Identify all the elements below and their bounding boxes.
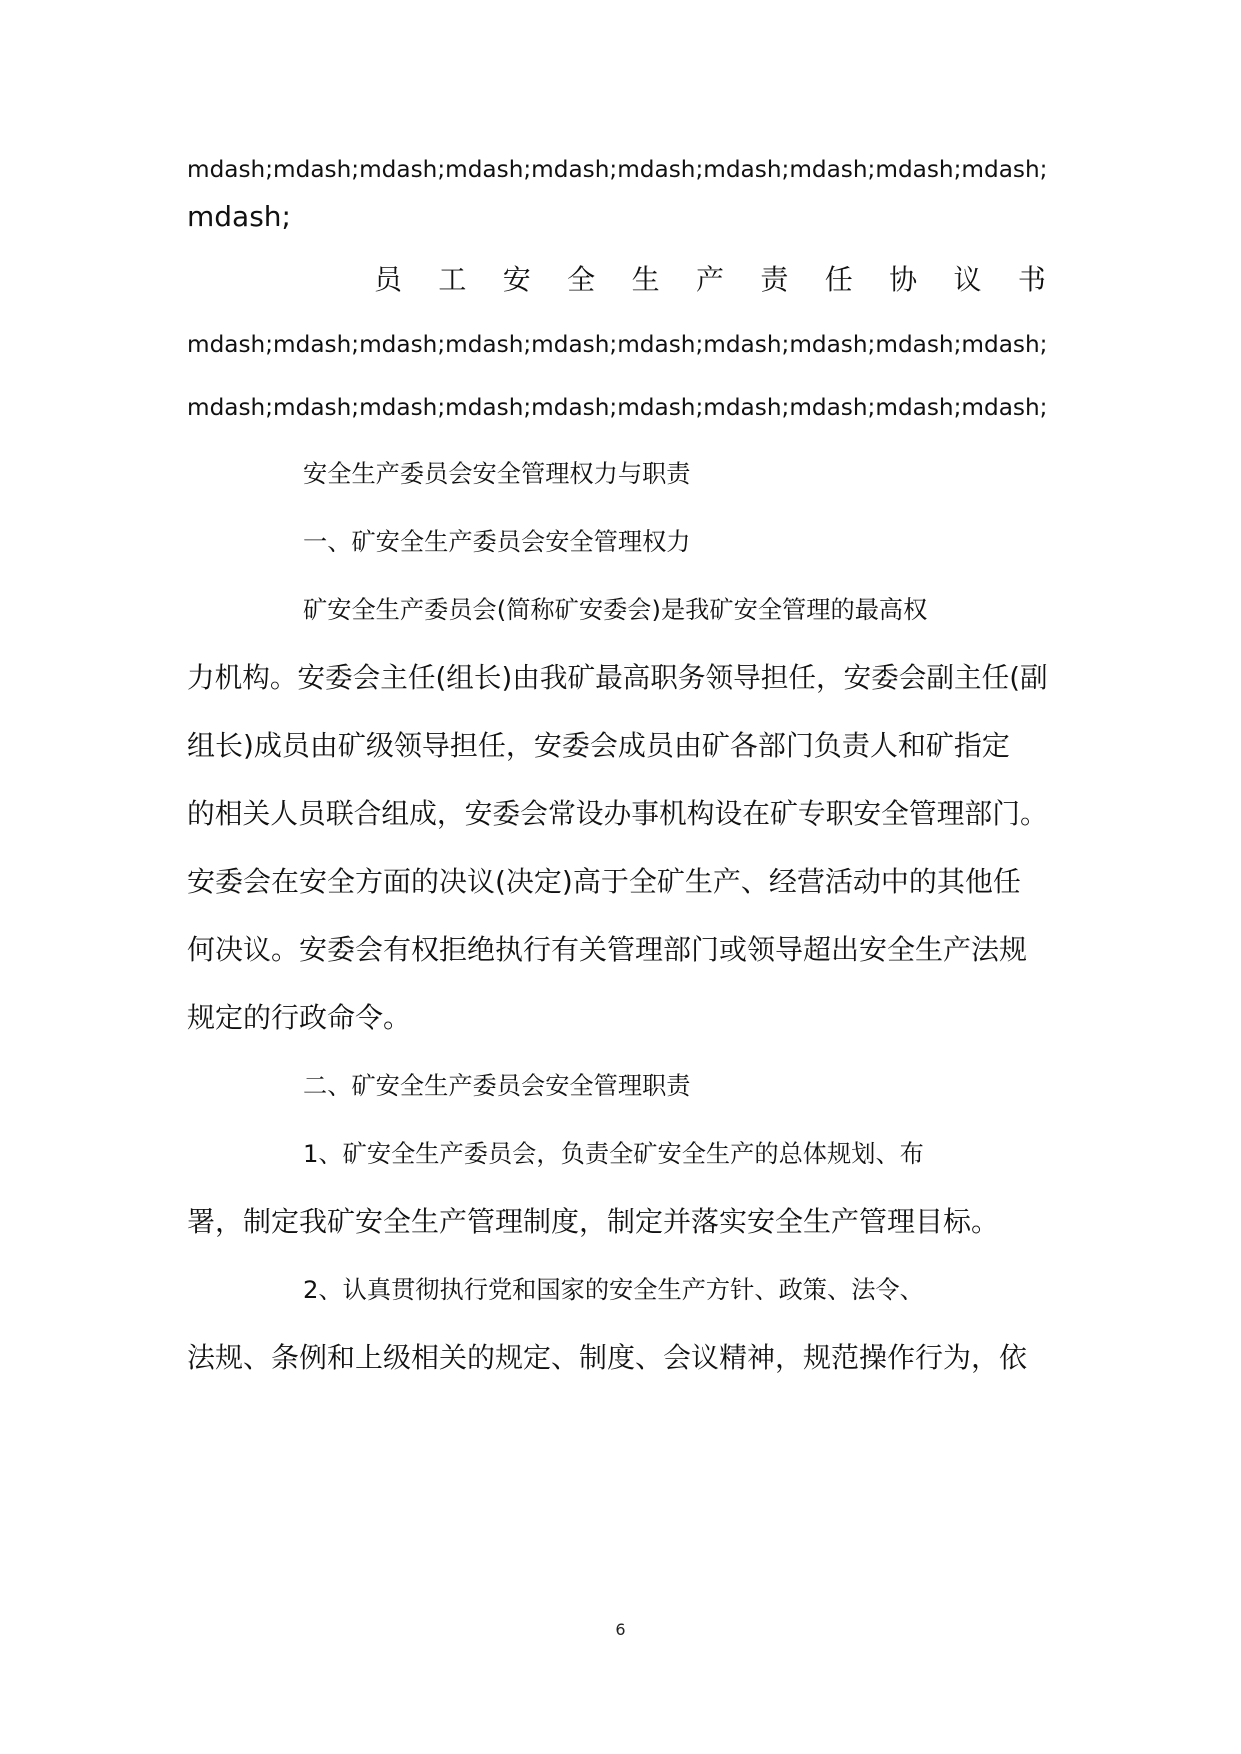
title-char: 任 [824,263,853,296]
title-char: 书 [1017,263,1046,296]
paragraph-line: 1、矿安全生产委员会，负责全矿安全生产的总体规划、布 [303,1140,924,1168]
paragraph-line: 的相关人员联合组成，安委会常设办事机构设在矿专职安全管理部门。 [187,797,1048,830]
paragraph-line: 署，制定我矿安全生产管理制度，制定并落实安全生产管理目标。 [187,1205,1000,1238]
paragraph-line: 法规、条例和上级相关的规定、制度、会议精神，规范操作行为，依 [187,1341,1028,1374]
title-char: 员 [374,263,403,296]
section-heading: 安全生产委员会安全管理权力与职责 [303,460,691,488]
paragraph-line: 何决议。安委会有权拒绝执行有关管理部门或领导超出安全生产法规 [187,933,1028,966]
paragraph-line: 规定的行政命令。 [187,1001,412,1034]
separator-line: mdash;mdash;mdash;mdash;mdash;mdash;mdash;mdash;mdash;mdash; [187,156,1048,183]
title-char: 产 [695,263,724,296]
page-number: 6 [615,1620,626,1639]
paragraph-line: 2、认真贯彻执行党和国家的安全生产方针、政策、法令、 [303,1276,924,1304]
title-char: 全 [567,263,596,296]
subsection-heading: 二、矿安全生产委员会安全管理职责 [303,1072,691,1100]
paragraph-line: 力机构。安委会主任(组长)由我矿最高职务领导担任，安委会副主任(副 [187,661,1048,694]
subsection-heading: 一、矿安全生产委员会安全管理权力 [303,528,691,556]
title-char: 责 [760,263,789,296]
title-char: 安 [502,263,531,296]
title-char: 协 [889,263,918,296]
title-char: 议 [953,263,982,296]
separator-line: mdash; [187,200,291,233]
separator-line: mdash;mdash;mdash;mdash;mdash;mdash;mdash;mdash;mdash;mdash; [187,331,1048,358]
title-char: 工 [438,263,467,296]
paragraph-line: 安委会在安全方面的决议(决定)高于全矿生产、经营活动中的其他任 [187,865,1021,898]
paragraph-line: 矿安全生产委员会(简称矿安委会)是我矿安全管理的最高权 [303,596,928,624]
document-title [374,260,1046,300]
paragraph-line: 组长)成员由矿级领导担任，安委会成员由矿各部门负责人和矿指定 [187,729,1010,762]
title-char: 生 [631,263,660,296]
separator-line: mdash;mdash;mdash;mdash;mdash;mdash;mdash;mdash;mdash;mdash; [187,394,1048,421]
